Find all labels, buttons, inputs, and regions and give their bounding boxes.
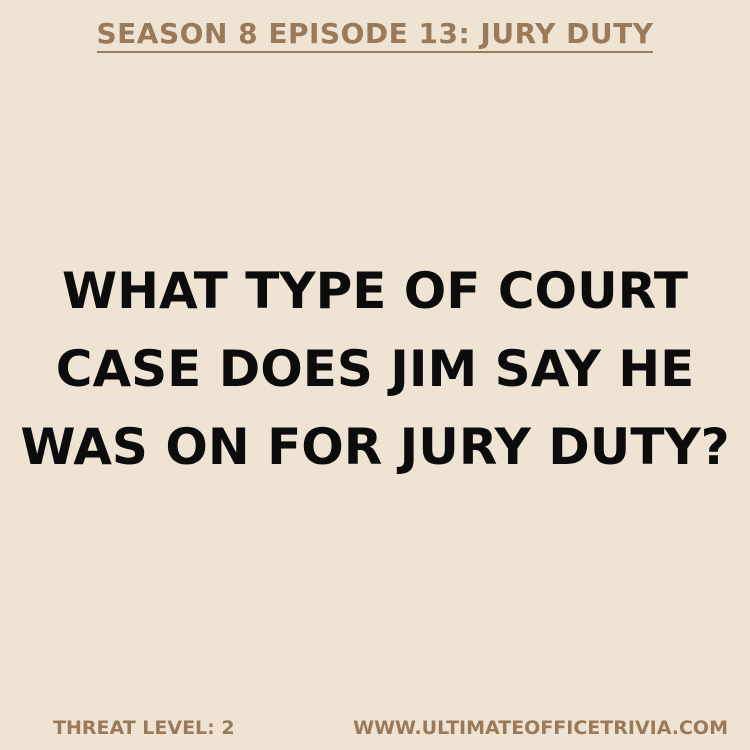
threat-level: THREAT LEVEL: 2 [53,717,235,739]
trivia-question: WHAT TYPE OF COURT CASE DOES JIM SAY HE WAS ON FOR JURY DUTY? [20,262,730,476]
episode-title [0,14,750,54]
episode-title-text: SEASON 8 EPISODE 13: JURY DUTY [97,17,654,53]
website-link[interactable]: WWW.ULTIMATEOFFICETRIVIA.COM [353,717,728,739]
